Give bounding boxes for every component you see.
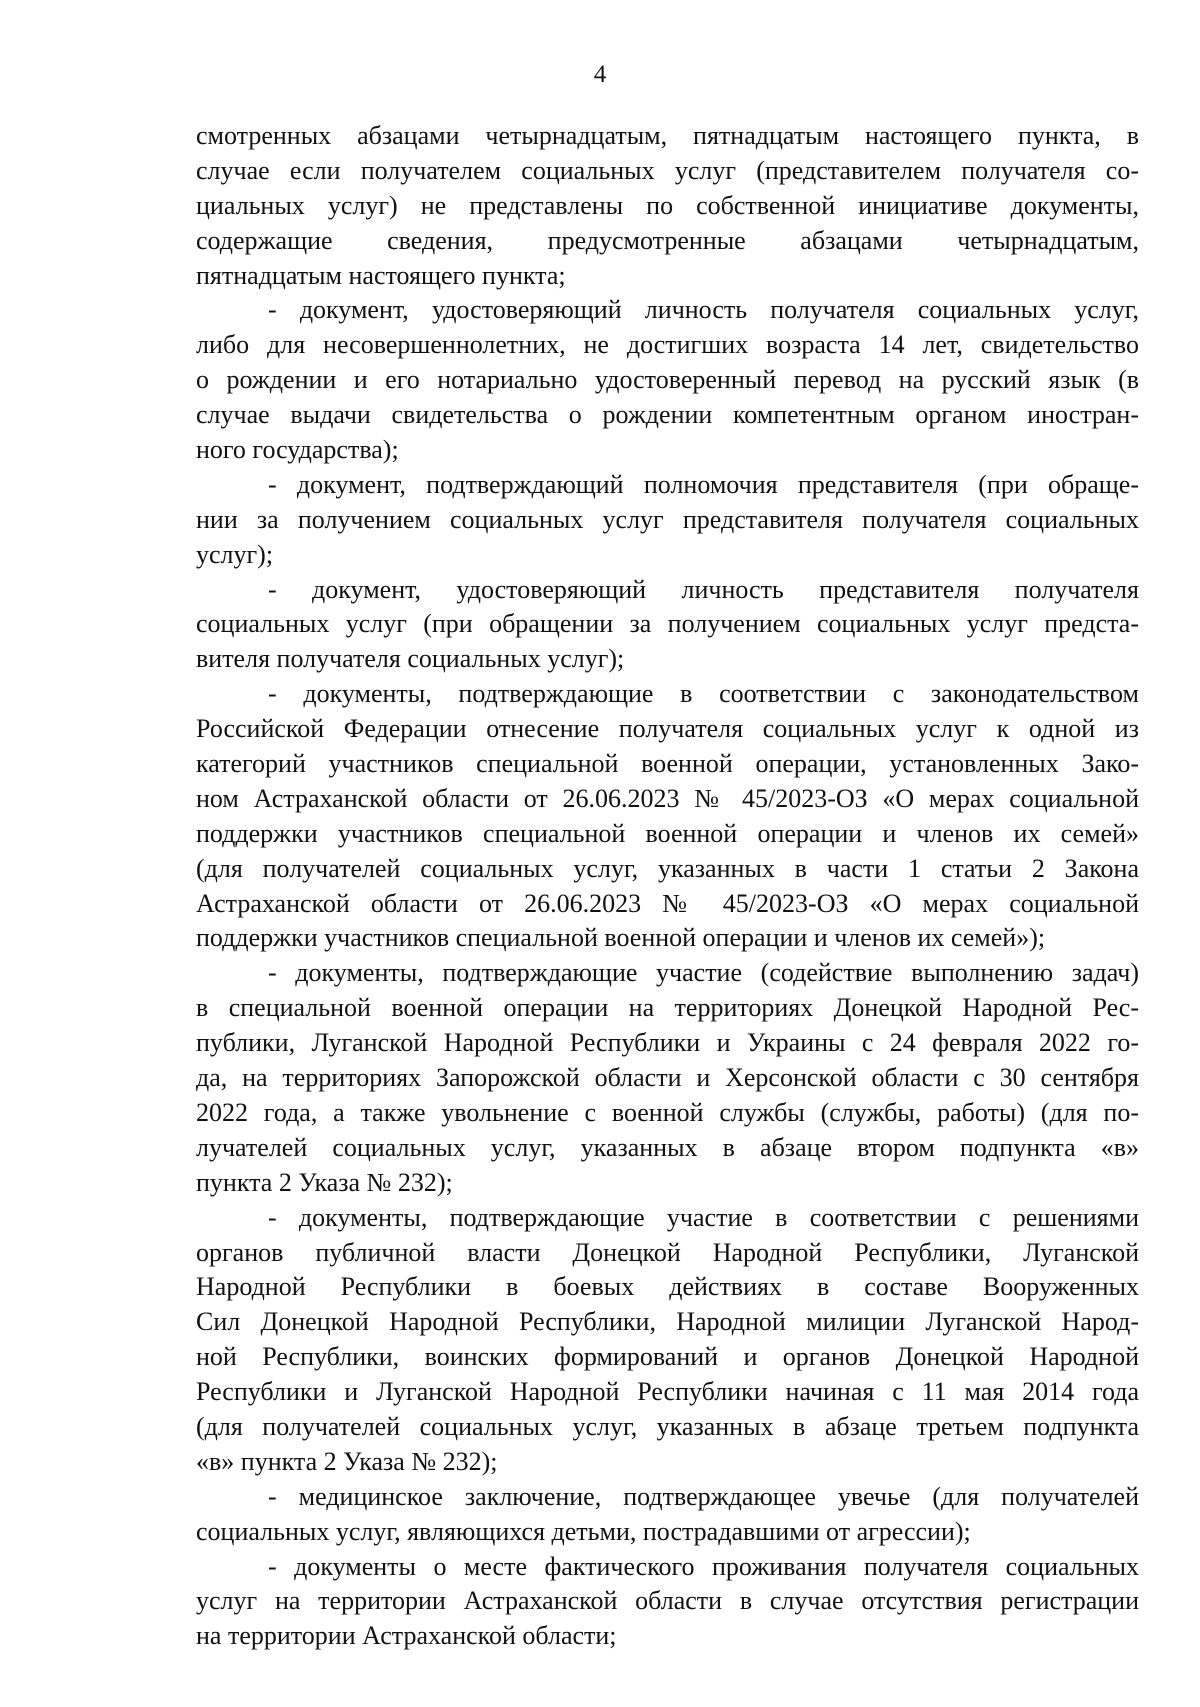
- text-line: вителя получателя социальных услуг);: [196, 644, 625, 674]
- text-line: социальных услуг (при обращении за получением социальных услуг предста-: [196, 609, 1139, 639]
- text-line: Сил Донецкой Народной Республики, Народной милиции Луганской Народ-: [196, 1307, 1139, 1337]
- paragraph: [196, 677, 1139, 956]
- text-line: «в» пункта 2 Указа № 232);: [196, 1446, 498, 1476]
- text-line: (для получателей социальных услуг, указанных в части 1 статьи 2 Закона: [196, 853, 1139, 883]
- text-line: социальных услуг, являющихся детьми, пострадавшими от агрессии);: [196, 1516, 971, 1546]
- text-line: пятнадцатым настоящего пункта;: [196, 260, 566, 290]
- document-body: [196, 119, 1139, 1654]
- paragraph: [196, 468, 1139, 573]
- text-line: категорий участников специальной военной операции, установленных Зако-: [196, 749, 1139, 779]
- text-line: - медицинское заключение, подтверждающее увечье (для получателей: [268, 1481, 1139, 1511]
- text-line: ном Астраханской области от 26.06.2023 № 45/2023-ОЗ «О мерах социальной: [196, 783, 1139, 813]
- paragraph: [196, 119, 1139, 293]
- text-line: - документы, подтверждающие участие в соответствии с решениями: [268, 1202, 1139, 1232]
- paragraph: [196, 293, 1139, 467]
- text-line: лучателей социальных услуг, указанных в абзаце втором подпункта «в»: [196, 1132, 1139, 1162]
- text-line: смотренных абзацами четырнадцатым, пятнадцатым настоящего пункта, в: [196, 121, 1139, 150]
- text-line: либо для несовершеннолетних, не достигших возраста 14 лет, свидетельство: [196, 330, 1139, 360]
- text-line: Республики и Луганской Народной Республики начиная с 11 мая 2014 года: [196, 1377, 1139, 1407]
- text-line: Астраханской области от 26.06.2023 № 45/2023-ОЗ «О мерах социальной: [196, 888, 1139, 918]
- text-line: случае выдачи свидетельства о рождении компетентным органом иностран-: [196, 400, 1139, 430]
- text-line: - документы, подтверждающие в соответствии с законодательством: [268, 679, 1139, 709]
- text-line: Народной Республики в боевых действиях в составе Вооруженных: [196, 1272, 1139, 1302]
- page-number: 4: [593, 61, 607, 88]
- text-line: - документ, удостоверяющий личность получателя социальных услуг,: [268, 295, 1139, 325]
- text-line: в специальной военной операции на территориях Донецкой Народной Рес-: [196, 993, 1139, 1023]
- text-line: содержащие сведения, предусмотренные абзацами четырнадцатым,: [196, 225, 1139, 255]
- paragraph: [196, 1201, 1139, 1480]
- text-line: ного государства);: [196, 435, 399, 465]
- paragraph: [196, 956, 1139, 1200]
- text-line: о рождении и его нотариально удостоверенный перевод на русский язык (в: [196, 365, 1139, 395]
- paragraph: [196, 1480, 1139, 1550]
- text-line: органов публичной власти Донецкой Народной Республики, Луганской: [196, 1237, 1139, 1267]
- text-line: услуг на территории Астраханской области в случае отсутствия регистрации: [196, 1586, 1139, 1616]
- text-line: пункта 2 Указа № 232);: [196, 1167, 453, 1197]
- text-line: - документ, удостоверяющий личность представителя получателя: [268, 574, 1139, 604]
- text-line: 2022 года, а также увольнение с военной службы (службы, работы) (для по-: [196, 1097, 1139, 1127]
- text-line: на территории Астраханской области;: [196, 1621, 617, 1651]
- text-line: поддержки участников специальной военной операции и членов их семей»);: [196, 923, 1046, 953]
- text-line: (для получателей социальных услуг, указанных в абзаце третьем подпункта: [196, 1411, 1139, 1441]
- text-line: Российской Федерации отнесение получателя социальных услуг к одной из: [196, 714, 1139, 744]
- text-line: - документ, подтверждающий полномочия представителя (при обраще-: [268, 469, 1139, 499]
- text-line: случае если получателем социальных услуг (представителем получателя со-: [196, 155, 1139, 185]
- paragraph: [196, 573, 1139, 678]
- text-line: - документы, подтверждающие участие (содействие выполнению задач): [268, 958, 1139, 988]
- text-line: поддержки участников специальной военной операции и членов их семей»: [196, 818, 1139, 848]
- text-line: услуг);: [196, 539, 274, 569]
- text-line: ной Республики, воинских формирований и органов Донецкой Народной: [196, 1342, 1139, 1372]
- text-line: нии за получением социальных услуг представителя получателя социальных: [196, 504, 1139, 534]
- text-line: циальных услуг) не представлены по собственной инициативе документы,: [196, 190, 1139, 220]
- text-line: - документы о месте фактического проживания получателя социальных: [268, 1551, 1139, 1581]
- text-line: да, на территориях Запорожской области и Херсонской области с 30 сентября: [196, 1063, 1139, 1093]
- paragraph: [196, 1550, 1139, 1655]
- text-line: публики, Луганской Народной Республики и Украины с 24 февраля 2022 го-: [196, 1028, 1139, 1058]
